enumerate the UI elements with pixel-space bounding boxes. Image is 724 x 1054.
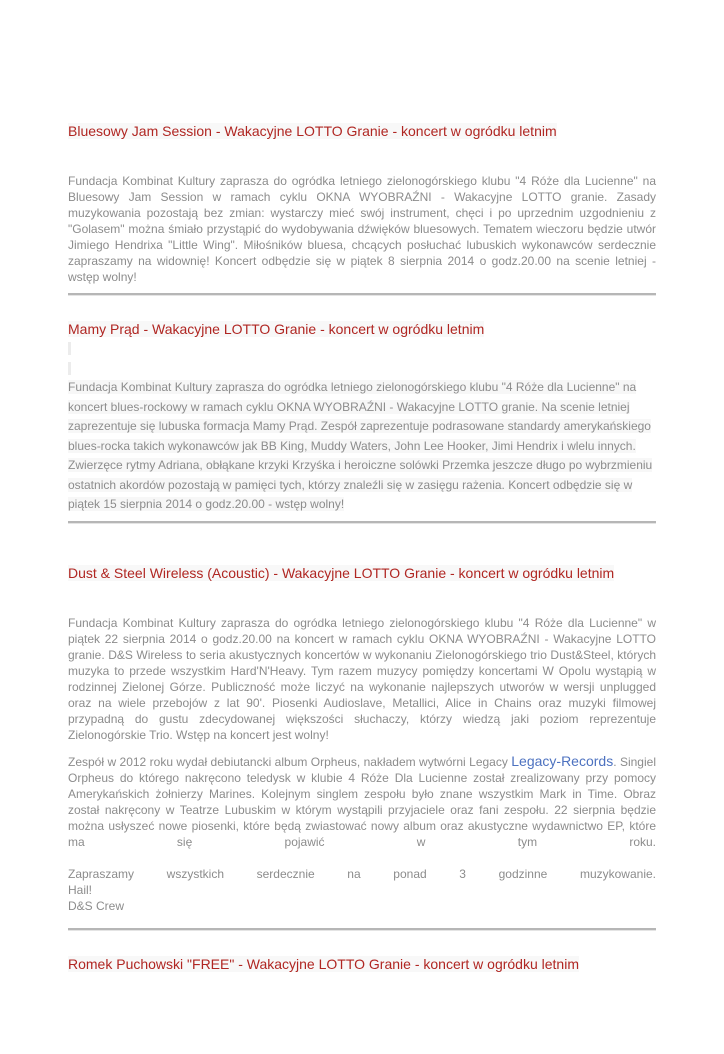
article-title-text: Dust & Steel Wireless (Acoustic) - Wakacyjne LOTTO Granie - koncert w ogródku letnim [68,564,615,581]
hail-line: Hail! [68,882,93,897]
paragraph-text-before-link: Zespół w 2012 roku wydał debiutancki album Orpheus, nakładem wytwórni Legacy [68,754,512,769]
highlight-stub [68,342,71,355]
highlight-stub [68,362,71,375]
article-section-mamy-prad [68,320,656,515]
article-title [68,320,656,339]
section-divider [68,928,656,931]
article-title [68,122,656,141]
article-title-text: Mamy Prąd - Wakacyjne LOTTO Granie - koncert w ogródku letnim [68,321,485,337]
article-paragraph [68,339,656,515]
highlighted-text: Fundacja Kombinat Kultury zaprasza do ogródka letniego zielonogórskiego klubu "4 Róże dla Lucienne" na koncert blues-rockowy w ramach cyklu OKNA WYOBRAŹNI - Wakacyjne LOTTO granie. Na scenie letniej zaprezentuje się lubuska formacja Mamy Prąd. Zespół zaprezentuje podrasowane standardy amerykańskiego blues-rocka takich wykonawców jak BB King, Muddy Waters, John Lee Hooker, Jimi Hendrix i wlelu innych. Zwierzęce rytmy Adriana, obłąkane krzyki Krzyśka i heroiczne solówki Przemka jeszcze długo po wybrzmieniu ostatnich akordów pozostają w pamięci tych, którzy znaleźli się w zasięgu rażenia. Koncert odbędzie się w piątek 15 sierpnia 2014 o godz.20.00 - wstęp wolny! [68,380,653,511]
invitation-line: Zapraszamy wszystkich serdecznie na ponad 3 godzinne muzykowanie. [68,866,656,881]
article-title [68,564,656,583]
empty-highlight-line [68,339,656,359]
section-divider [68,293,656,296]
article-paragraph-body [68,378,656,515]
section-divider [68,521,656,524]
crew-signature-line: D&S Crew [68,898,125,913]
article-paragraph [68,753,656,850]
article-title-text: Romek Puchowski "FREE" - Wakacyjne LOTTO Granie - koncert w ogródku letnim [68,955,579,972]
article-section-bluesowy-jam-session [68,122,656,285]
article-title [68,955,656,974]
article-section-dust-steel-wireless [68,564,656,914]
legacy-records-link[interactable]: Legacy-Records [511,752,614,769]
article-list-page [68,0,656,1054]
article-paragraph: Fundacja Kombinat Kultury zaprasza do ogródka letniego zielonogórskiego klubu "4 Róże dla Lucienne" na Bluesowy Jam Session w ramach cyklu OKNA WYOBRAŹNI - Wakacyjne LOTTO granie. Zasady muzykowania pozostają bez zmian: wystarczy mieć swój instrument, chęci i po uprzednim uzgodnieniu z "Golasem" można śmiało przystąpić do wydobywania dźwięków bluesowych. Tematem wieczoru będzie utwór Jimiego Hendrixa "Little Wing". Miłośników bluesa, chcących posłuchać lubuskich wykonawców serdecznie zapraszamy na widownię! Koncert odbędzie się w piątek 8 sierpnia 2014 o godz.20.00 na scenie letniej - wstęp wolny! [68,174,656,284]
article-paragraph: Fundacja Kombinat Kultury zaprasza do ogródka letniego zielonogórskiego klubu "4 Róże dla Lucienne" w piątek 22 sierpnia 2014 o godz.20.00 na koncert w ramach cyklu OKNA WYOBRAŹNI - Wakacyjne LOTTO granie. D&S Wireless to seria akustycznych koncertów w wykonaniu Zielonogórskiego trio Dust&Steel, których muzyka to przede wszystkim Hard'N'Heavy. Tym razem muzycy pomiędzy koncertami W Opolu wystąpią w rodzinnej Zielonej Górze. Publiczność może liczyć na wykonanie najlepszych utworów w wersji unplugged oraz na wiele przebojów z lat 90'. Piosenki Audioslave, Metallici, Alice in Chains oraz muzyki filmowej przypadną do gustu zdecydowanej większości słuchaczy, którzy wiedzą jaki poziom reprezentuje Zielonogórskie Trio. Wstęp na koncert jest wolny! [68,615,656,742]
empty-highlight-line [68,359,656,379]
paragraph-text-after-link: . Singiel Orpheus do którego nakręcono teledysk w klubie 4 Róże Dla Lucienne został zrealizowany przy pomocy Amerykańskich żołnierzy Marines. Kolejnym singlem zespołu było znane wszystkim Mark in Time. Obraz został nakręcony w Teatrze Lubuskim w którym wystąpili przyjaciele oraz fani zespołu. 22 sierpnia będzie można usłyszeć nowe piosenki, które będą zwiastować nowy album oraz akustyczne wydawnictwo EP, które ma się pojawić w tym roku. [68,754,656,849]
article-title-text: Bluesowy Jam Session - Wakacyjne LOTTO Granie - koncert w ogródku letnim [68,123,557,139]
article-section-romek-puchowski [68,955,656,974]
